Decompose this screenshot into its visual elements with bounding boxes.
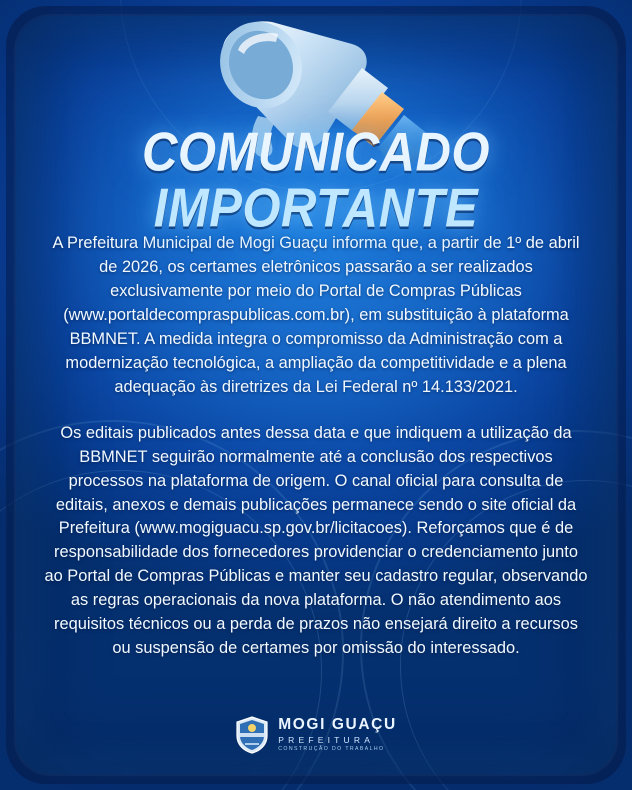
- paragraph-2: Os editais publicados antes dessa data e que indiquem a utilização da BBMNET seguirão normalmente até a conclusão dos respectivos processos na plataforma de origem. O canal oficial para consulta de editais, anexos e demais publicações permanece sendo o site oficial da Prefeitura (www.mogiguacu.sp.gov.br/licitacoes). Reforçamos que é de responsabilidade dos fornecedores providenciar o credenciamento junto ao Portal de Compras Públicas e manter seu cadastro regular, observando as regras operacionais da nova plataforma. O não atendimento aos requisitos técnicos ou a perda de prazos não ensejará direito a recursos ou suspensão de certames por omissão do interessado.: [44, 423, 588, 658]
- footer-wordmark: [278, 717, 396, 752]
- announcement-body: [44, 232, 588, 661]
- coat-of-arms-icon: [235, 716, 269, 754]
- headline-line-1: COMUNICADO: [142, 122, 490, 183]
- footer-logo: [0, 716, 632, 754]
- headline-line-2: IMPORTANTE: [153, 177, 479, 239]
- page-title: [0, 122, 632, 239]
- footer-tagline: CONSTRUÇÃO DO TRABALHO: [278, 746, 385, 753]
- footer-entity: PREFEITURA: [278, 734, 375, 745]
- footer-city: MOGI GUAÇU: [278, 716, 397, 734]
- paragraph-1: A Prefeitura Municipal de Mogi Guaçu informa que, a partir de 1º de abril de 2026, os certames eletrônicos passarão a ser realizados exclusivamente por meio do Portal de Compras Públicas (www.portaldecompraspublicas.com.br), em substituição à plataforma BBMNET. A medida integra o compromisso da Administração com a modernização tecnológica, a ampliação da competitividade e a plena adequação às diretrizes da Lei Federal nº 14.133/2021.: [52, 234, 580, 396]
